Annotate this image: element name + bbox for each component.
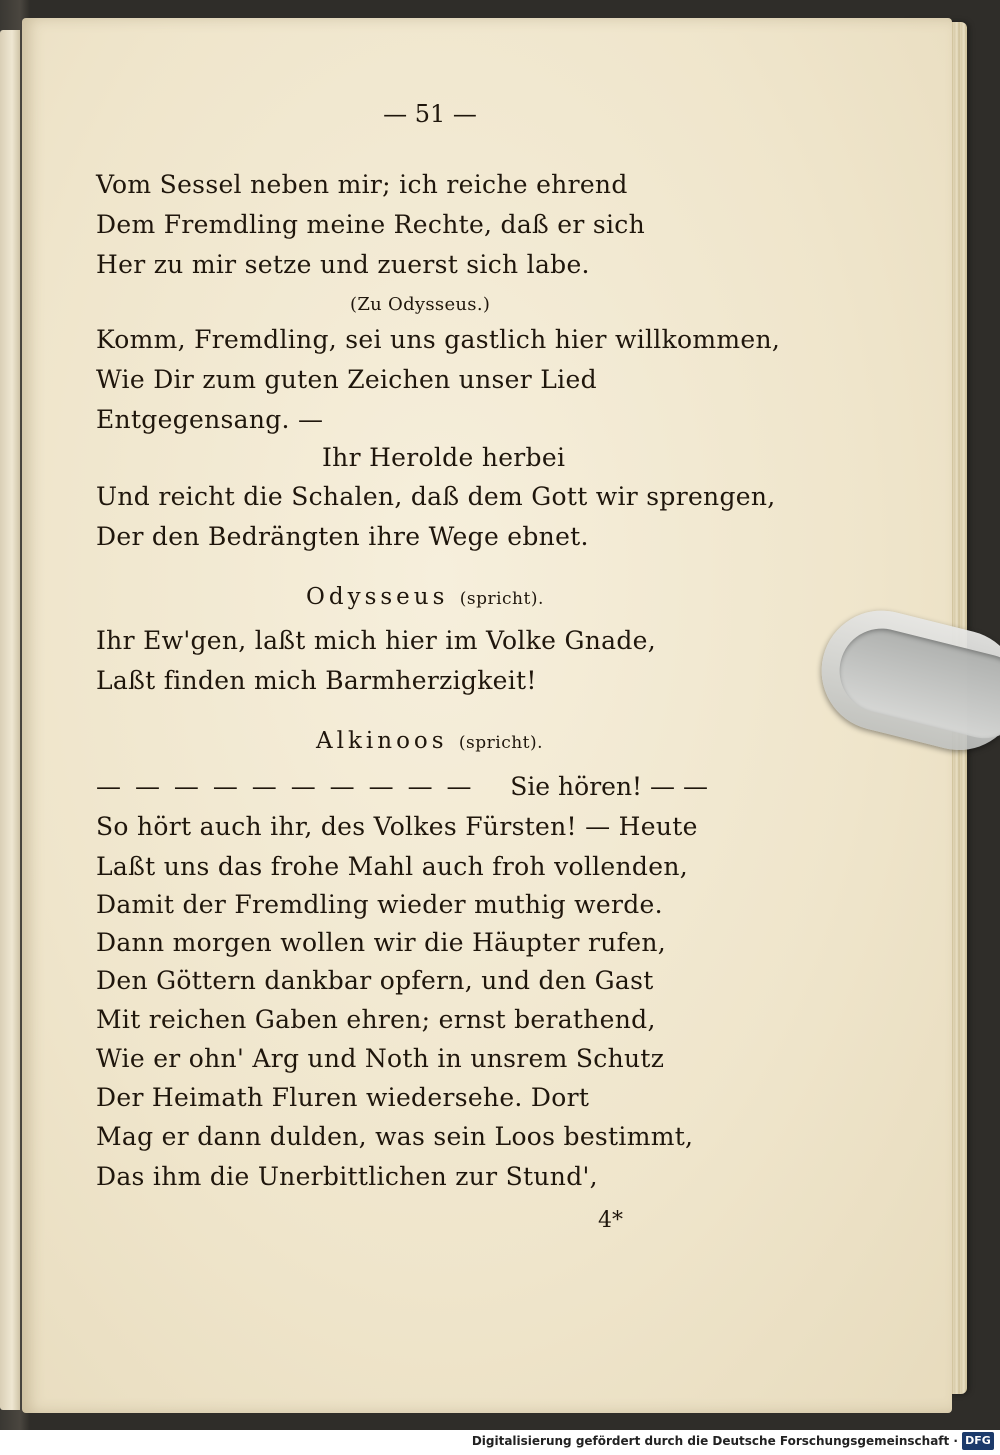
- dash-line-text: Sie hören! — —: [510, 772, 708, 801]
- footer-bar: [0, 1430, 1000, 1455]
- signature-mark: 4*: [598, 1208, 623, 1233]
- verse-line: Laßt uns das frohe Mahl auch froh vollenden,: [96, 852, 688, 881]
- verse-line: Entgegensang. —: [96, 405, 324, 434]
- dash-run: — — — — — — — — — —: [96, 772, 475, 801]
- verse-line: Und reicht die Schalen, daß dem Gott wir sprengen,: [96, 482, 776, 511]
- verse-line: Dann morgen wollen wir die Häupter rufen,: [96, 928, 666, 957]
- verse-line: Laßt finden mich Barmherzigkeit!: [96, 666, 537, 695]
- verse-line: Der den Bedrängten ihre Wege ebnet.: [96, 522, 589, 551]
- verse-line: So hört auch ihr, des Volkes Fürsten! — Heute: [96, 812, 698, 841]
- verse-line: Wie er ohn' Arg und Noth in unsrem Schutz: [96, 1044, 665, 1073]
- verse-line-indented: Ihr Herolde herbei: [322, 443, 566, 472]
- speaker-heading: [306, 584, 544, 610]
- funding-credit: Digitalisierung gefördert durch die Deutsche Forschungsgemeinschaft ·: [471, 1434, 958, 1448]
- dash-line: [96, 772, 708, 801]
- verse-line: Mit reichen Gaben ehren; ernst berathend,: [96, 1005, 656, 1034]
- dfg-logo-icon: DFG: [962, 1432, 994, 1450]
- verse-line: Vom Sessel neben mir; ich reiche ehrend: [96, 170, 628, 199]
- verse-line: Komm, Fremdling, sei uns gastlich hier willkommen,: [96, 325, 781, 354]
- page-number: — 51 —: [383, 100, 477, 128]
- verse-line: Her zu mir setze und zuerst sich labe.: [96, 250, 590, 279]
- verse-line: Das ihm die Unerbittlichen zur Stund',: [96, 1162, 598, 1191]
- verse-line: Damit der Fremdling wieder muthig werde.: [96, 890, 663, 919]
- speaker-direction: (spricht).: [459, 589, 544, 609]
- stage-direction: (Zu Odysseus.): [350, 294, 491, 315]
- left-page-edge: [0, 30, 20, 1410]
- verse-line: Den Göttern dankbar opfern, und den Gast: [96, 966, 654, 995]
- verse-line: Wie Dir zum guten Zeichen unser Lied: [96, 365, 597, 394]
- speaker-name: Alkinoos: [316, 728, 448, 754]
- speaker-direction: (spricht).: [458, 733, 544, 753]
- speaker-name: Odysseus: [306, 584, 449, 610]
- verse-line: Der Heimath Fluren wiedersehe. Dort: [96, 1083, 590, 1112]
- verse-line: Dem Fremdling meine Rechte, daß er sich: [96, 210, 646, 239]
- speaker-heading: [316, 728, 543, 754]
- verse-line: Ihr Ew'gen, laßt mich hier im Volke Gnade,: [96, 626, 656, 655]
- verse-line: Mag er dann dulden, was sein Loos bestimmt,: [96, 1122, 694, 1151]
